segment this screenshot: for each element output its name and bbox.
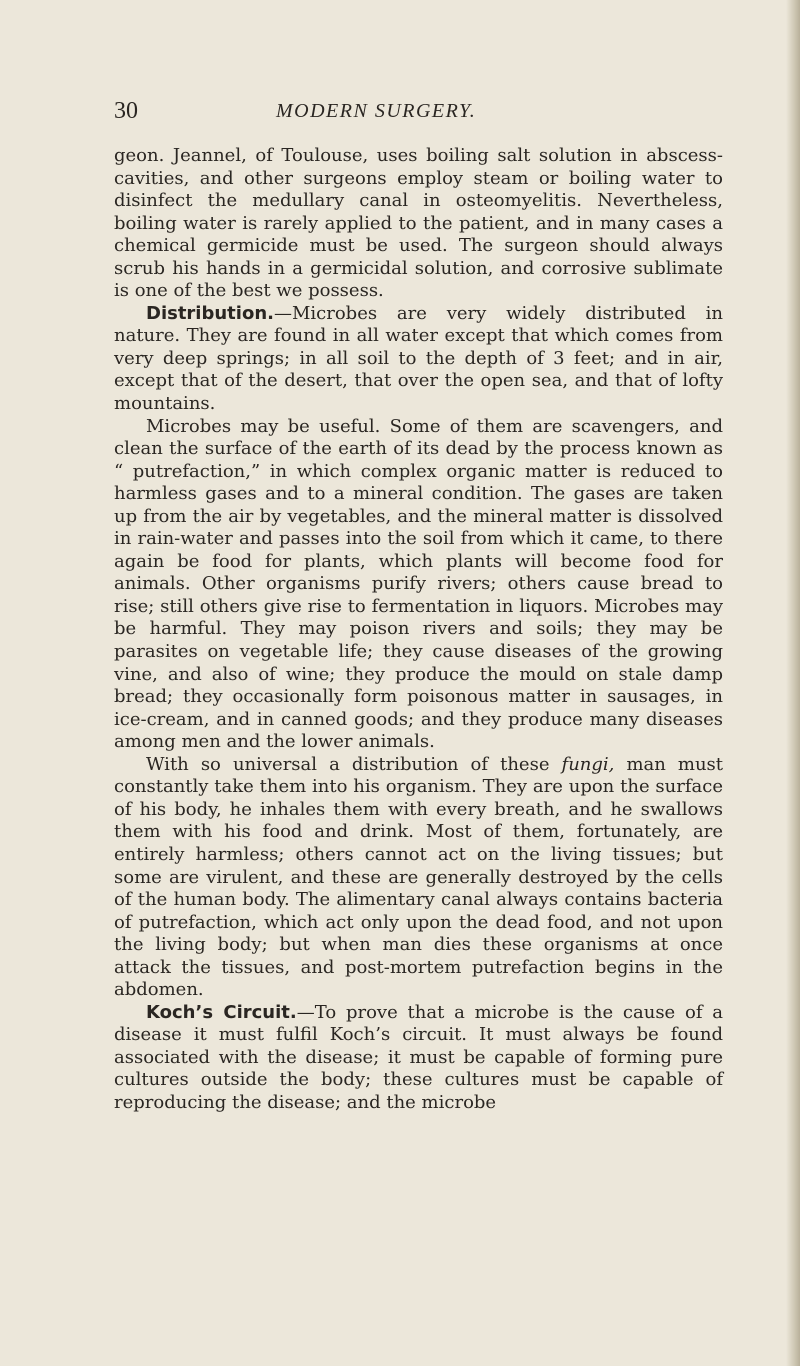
paragraph-continuation: geon. Jeannel, of Toulouse, uses boiling salt solution in abscess-cavities, and other surgeons employ steam or boiling water to disinfect the medullary canal in osteomyelitis. Nevertheless, boiling water is rarely applied to the patient, and in many cases a chemical germicide must be used. The surgeon should always scrub his hands in a germicidal solution, and corrosive sublimate is one of the best we possess. bbox=[114, 145, 723, 302]
body-text bbox=[114, 145, 723, 1115]
paragraph-text: man must constantly take them into his organism. They are upon the surface of his body, he inhales them with every breath, and he swallows them with his food and drink. Most of them, fortunately, are entirely harmless; others cannot act on the living tissues; but some are virulent, and these are generally destroyed by the cells of the human body. The alimentary canal always contains bacteria of putrefaction, which act only upon the dead food, and not upon the living body; but when man dies these organisms at once attack the tissues, and post-mortem putrefaction begins in the abdomen. bbox=[114, 753, 724, 1001]
paragraph-kochs-circuit bbox=[114, 1002, 723, 1115]
paragraph-universal-distribution bbox=[114, 754, 723, 1002]
italic-term-fungi: fungi, bbox=[561, 753, 615, 775]
paragraph-text: With so universal a distribution of these bbox=[146, 753, 562, 775]
paragraph-text: —Microbes are very widely distributed in nature. They are found in all water except that which comes from very deep springs; in all soil to the depth of 3 feet; and in air, except that of the desert, that over the open sea, and that of lofty mountains. bbox=[114, 302, 723, 415]
paragraph-microbes-useful: Microbes may be useful. Some of them are scavengers, and clean the surface of the earth of its dead by the process known as “ putrefaction,” in which complex organic matter is reduced to harmless gases and to a mineral condition. The gases are taken up from the air by vegetables, and the mineral matter is dissolved in rain-water and passes into the soil from which it came, to there again be food for plants, which plants will become food for animals. Other organisms purify rivers; others cause bread to rise; still others give rise to fermentation in liquors. Microbes may be harmful. They may poison rivers and soils; they may be parasites on vegetable life; they cause diseases of the growing vine, and also of wine; they produce the mould on stale damp bread; they occasionally form poisonous matter in sausages, in ice-cream, and in canned goods; and they produce many diseases among men and the lower animals. bbox=[114, 415, 723, 753]
running-head: MODERN SURGERY. bbox=[276, 100, 477, 122]
page-number: 30 bbox=[114, 98, 138, 124]
paragraph-distribution bbox=[114, 303, 723, 416]
section-heading-kochs-circuit: Koch’s Circuit. bbox=[146, 1001, 297, 1023]
paragraph-text: —To prove that a microbe is the cause of a disease it must fulfil Koch’s circuit. It must always be found associated with the disease; it must be capable of forming pure cultures outside the body; these cultures must be capable of reproducing the disease; and the microbe bbox=[114, 1001, 723, 1113]
page-edge-shadow bbox=[786, 0, 800, 1366]
page-header bbox=[114, 98, 714, 128]
section-heading-distribution: Distribution. bbox=[146, 302, 274, 324]
